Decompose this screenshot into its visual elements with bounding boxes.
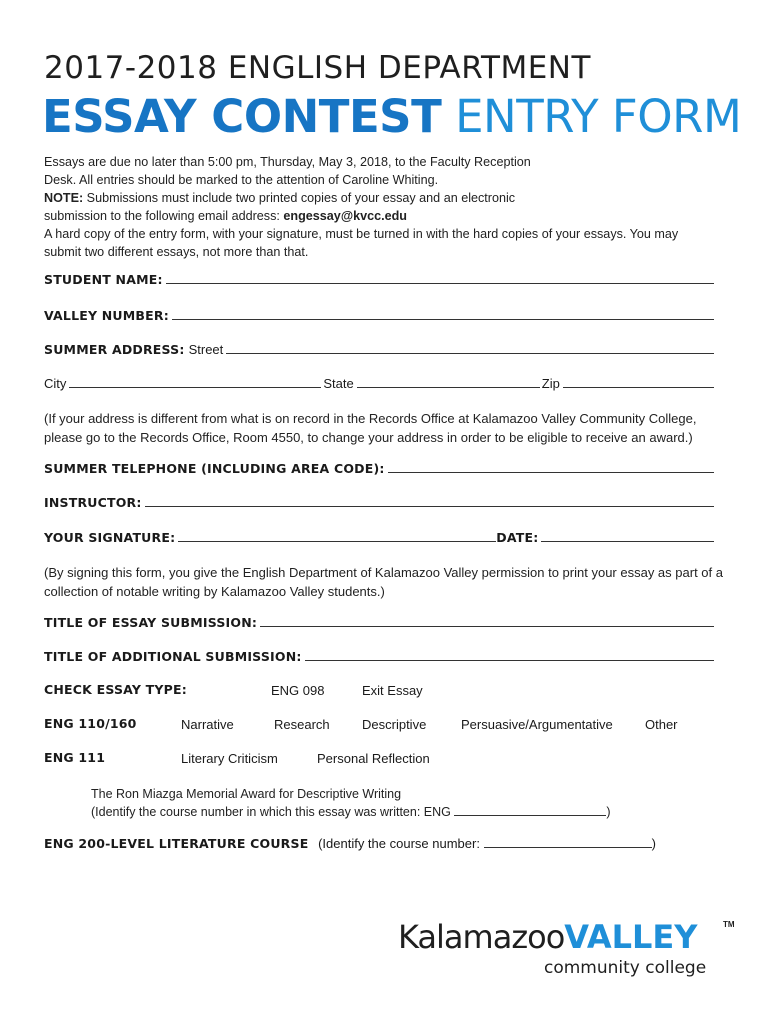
student-name-label: STUDENT NAME: — [44, 272, 163, 287]
option-persuasive-argumentative[interactable]: Persuasive/Argumentative — [461, 717, 613, 732]
logo-wordmark — [398, 918, 697, 956]
eng200-close: ) — [651, 836, 656, 851]
option-research[interactable]: Research — [274, 717, 330, 732]
instructor-label: INSTRUCTOR: — [44, 495, 142, 510]
address-note: (If your address is different from what is on record in the Records Office at Kalamazoo Valley Community College, please go to the Records Office, Room 4550, to change your address in order to be eligible to receive an award.) — [44, 411, 697, 445]
eng110-label: ENG 110/160 — [44, 716, 137, 731]
signature-field[interactable] — [178, 530, 496, 542]
option-personal-reflection[interactable]: Personal Reflection — [317, 751, 430, 766]
summer-address-row — [44, 342, 714, 357]
kalamazoo-valley-logo — [398, 918, 743, 983]
title-essay-label: TITLE OF ESSAY SUBMISSION: — [44, 615, 258, 630]
option-exit-essay[interactable]: Exit Essay — [362, 683, 423, 698]
eng111-label: ENG 111 — [44, 750, 106, 765]
logo-trademark: TM — [723, 920, 735, 929]
summer-telephone-label: SUMMER TELEPHONE (INCLUDING AREA CODE): — [44, 461, 385, 476]
note-label: NOTE: — [44, 191, 84, 205]
option-descriptive[interactable]: Descriptive — [362, 717, 427, 732]
title-additional-row — [44, 649, 714, 664]
option-other[interactable]: Other — [645, 717, 678, 732]
option-narrative[interactable]: Narrative — [181, 717, 234, 732]
award-course-line — [91, 803, 611, 821]
logo-name-part1: Kalamazoo — [398, 918, 565, 956]
eng200-label: ENG 200-LEVEL LITERATURE COURSE — [44, 836, 309, 851]
signature-row — [44, 530, 714, 545]
eng200-course-number-field[interactable] — [484, 836, 652, 848]
logo-name-part2: VALLEY — [564, 918, 698, 956]
summer-address-label: SUMMER ADDRESS: — [44, 342, 185, 357]
submission-email: engessay@kvcc.edu — [283, 209, 408, 223]
student-name-field[interactable] — [166, 272, 714, 284]
eng200-row — [44, 836, 656, 851]
page-title — [42, 90, 741, 143]
essay-type-label: CHECK ESSAY TYPE: — [44, 682, 187, 697]
title-additional-label: TITLE OF ADDITIONAL SUBMISSION: — [44, 649, 302, 664]
signature-note: (By signing this form, you give the English Department of Kalamazoo Valley permission to print your essay as part of a collection of notable writing by Kalamazoo Valley students.) — [44, 565, 723, 599]
city-field[interactable] — [69, 376, 321, 388]
zip-label: Zip — [541, 376, 560, 391]
page-subtitle: 2017-2018 ENGLISH DEPARTMENT — [44, 50, 591, 86]
option-literary-criticism[interactable]: Literary Criticism — [181, 751, 278, 766]
eng200-text: (Identify the course number: — [318, 836, 480, 851]
intro-paragraph-note — [44, 189, 544, 225]
street-field[interactable] — [226, 342, 714, 354]
award-section — [91, 785, 611, 821]
date-field[interactable] — [541, 530, 714, 542]
state-label: State — [323, 376, 354, 391]
award-course-number-field[interactable] — [454, 804, 606, 816]
logo-subtitle: community college — [544, 958, 707, 978]
summer-telephone-field[interactable] — [388, 461, 714, 473]
summer-telephone-row — [44, 461, 714, 476]
street-label: Street — [188, 342, 224, 357]
zip-field[interactable] — [563, 376, 714, 388]
title-essay-field[interactable] — [260, 615, 714, 627]
valley-number-row — [44, 308, 714, 323]
title-light-part: ENTRY FORM — [455, 90, 742, 143]
city-state-zip-row — [44, 376, 714, 391]
instructor-field[interactable] — [145, 495, 714, 507]
signature-label: YOUR SIGNATURE: — [44, 530, 176, 545]
student-name-row — [44, 272, 714, 287]
award-title: The Ron Miazga Memorial Award for Descriptive Writing — [91, 787, 402, 801]
eng111-row — [44, 750, 105, 765]
eng110-row — [44, 716, 137, 731]
award-course-text: (Identify the course number in which this essay was written: ENG — [91, 805, 451, 819]
title-essay-row — [44, 615, 714, 630]
intro-text — [44, 153, 724, 261]
title-additional-field[interactable] — [305, 649, 714, 661]
city-label: City — [44, 376, 67, 391]
valley-number-label: VALLEY NUMBER: — [44, 308, 169, 323]
option-eng098[interactable]: ENG 098 — [271, 683, 325, 698]
essay-type-row — [44, 682, 187, 697]
state-field[interactable] — [357, 376, 540, 388]
intro-paragraph-deadline: Essays are due no later than 5:00 pm, Thursday, May 3, 2018, to the Faculty Reception Desk. All entries should be marked to the attention of Caroline Whiting. — [44, 155, 531, 187]
date-label: DATE: — [496, 530, 539, 545]
note-text: Submissions must include two printed copies of your essay and an electronic submission to the following email address: — [44, 191, 516, 223]
award-course-close: ) — [606, 805, 611, 819]
instructor-row — [44, 495, 714, 510]
valley-number-field[interactable] — [172, 308, 714, 320]
title-bold-part: ESSAY CONTEST — [42, 90, 442, 143]
intro-paragraph-hardcopy: A hard copy of the entry form, with your signature, must be turned in with the hard copies of your essays. You may submit two different essays, not more than that. — [44, 227, 679, 259]
